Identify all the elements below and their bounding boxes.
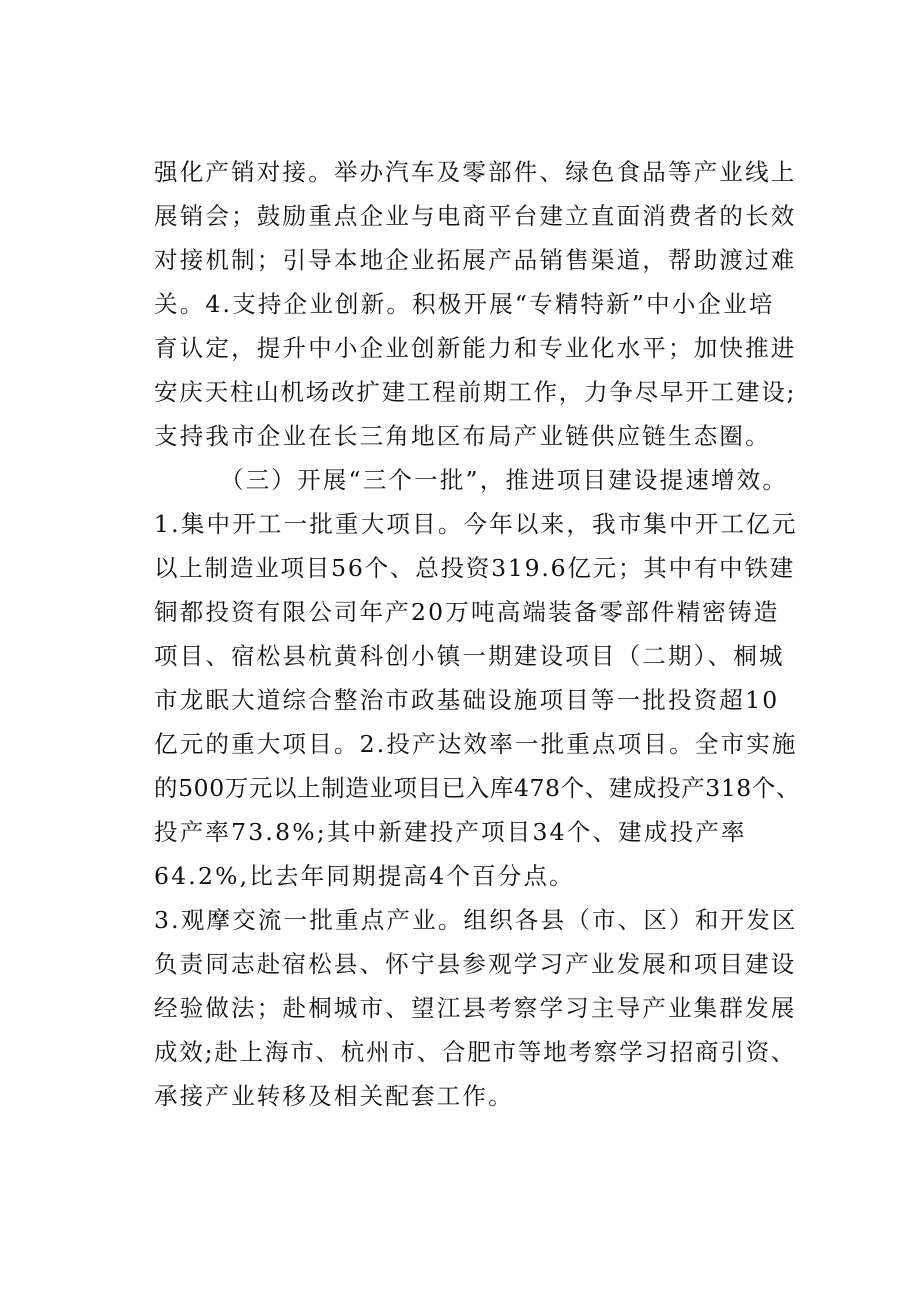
text-line: 项目、宿松县杭黄科创小镇一期建设项目（二期）、桐城 [154, 642, 785, 670]
section-heading: （三）开展“三个一批”，推进项目建设提速增效。 [220, 466, 789, 494]
text-line: 市龙眠大道综合整治市政基础设施项目等一批投资超10 [154, 686, 780, 714]
text-line: 支持我市企业在长三角地区布局产业链供应链生态圈。 [154, 422, 771, 450]
text-line: 育认定，提升中小企业创新能力和专业化水平；加快推进 [154, 334, 797, 362]
text-line: 强化产销对接。举办汽车及零部件、绿色食品等产业线上 [154, 158, 797, 186]
text-line: 展销会；鼓励重点企业与电商平台建立直面消费者的长效 [154, 202, 797, 230]
text-line: 成效;赴上海市、杭州市、合肥市等地考察学习招商引资、 [154, 1038, 797, 1066]
text-line: 负责同志赴宿松县、怀宁县参观学习产业发展和项目建设 [154, 950, 797, 978]
text-line: 亿元的重大项目。2.投产达效率一批重点项目。全市实施 [154, 730, 798, 758]
text-line: 承接产业转移及相关配套工作。 [154, 1082, 514, 1110]
text-line: 64.2%,比去年同期提高4个百分点。 [154, 862, 575, 890]
text-line: 以上制造业项目56个、总投资319.6亿元；其中有中铁建 [154, 554, 796, 582]
text-line: 的500万元以上制造业项目已入库478个、建成投产318个、 [154, 774, 801, 802]
text-line: 投产率73.8%;其中新建投产项目34个、建成投产率 [154, 818, 747, 846]
text-line: 经验做法；赴桐城市、望江县考察学习主导产业集群发展 [154, 994, 797, 1022]
text-line: 关。4.支持企业创新。积极开展“专精特新”中小企业培 [154, 290, 775, 318]
text-line: 铜都投资有限公司年产20万吨高端装备零部件精密铸造 [154, 598, 780, 626]
text-line: 对接机制；引导本地企业拓展产品销售渠道，帮助渡过难 [154, 246, 797, 274]
text-line: 1.集中开工一批重大项目。今年以来，我市集中开工亿元 [154, 510, 798, 538]
text-line: 安庆天柱山机场改扩建工程前期工作，力争尽早开工建设; [154, 378, 797, 406]
text-line: 3.观摩交流一批重点产业。组织各县（市、区）和开发区 [154, 906, 798, 934]
